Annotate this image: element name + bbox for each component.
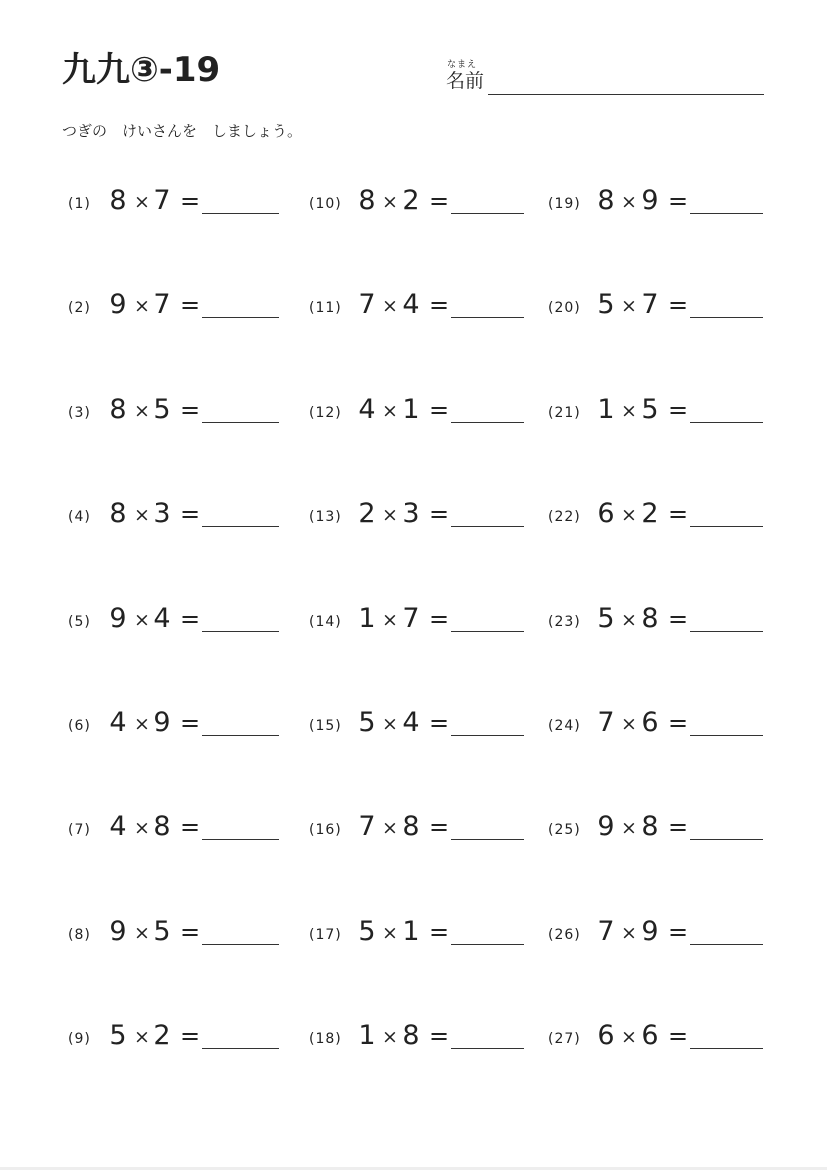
second-operand: 9 xyxy=(641,185,659,216)
second-operand: 9 xyxy=(641,916,659,947)
equals-sign: = xyxy=(180,918,201,946)
problem-number: (17) xyxy=(309,927,342,943)
answer-line[interactable] xyxy=(202,213,279,214)
multiply-sign: × xyxy=(382,609,398,631)
answer-line[interactable] xyxy=(690,317,763,318)
answer-line[interactable] xyxy=(451,735,524,736)
equals-sign: = xyxy=(180,500,201,528)
equals-sign: = xyxy=(668,918,689,946)
problem-item xyxy=(548,497,763,537)
multiply-sign: × xyxy=(621,609,637,631)
problem-item xyxy=(548,810,763,850)
second-operand: 2 xyxy=(641,498,659,529)
equals-sign: = xyxy=(429,918,450,946)
answer-line[interactable] xyxy=(451,422,524,423)
problem-number: (6) xyxy=(68,718,91,734)
second-operand: 2 xyxy=(402,185,420,216)
first-operand: 8 xyxy=(109,185,127,216)
equals-sign: = xyxy=(668,1022,689,1050)
second-operand: 7 xyxy=(153,289,171,320)
second-operand: 6 xyxy=(641,1020,659,1051)
multiply-sign: × xyxy=(134,191,150,213)
problem-number: (12) xyxy=(309,405,342,421)
equals-sign: = xyxy=(429,396,450,424)
answer-line[interactable] xyxy=(202,735,279,736)
multiply-sign: × xyxy=(134,817,150,839)
answer-line[interactable] xyxy=(451,944,524,945)
equals-sign: = xyxy=(668,500,689,528)
problem-item xyxy=(68,288,279,328)
problem-item xyxy=(309,393,524,433)
problem-number: (13) xyxy=(309,509,342,525)
multiply-sign: × xyxy=(621,295,637,317)
problem-number: (8) xyxy=(68,927,91,943)
answer-line[interactable] xyxy=(451,526,524,527)
first-operand: 4 xyxy=(109,811,127,842)
equals-sign: = xyxy=(180,709,201,737)
first-operand: 5 xyxy=(358,916,376,947)
answer-line[interactable] xyxy=(451,1048,524,1049)
first-operand: 6 xyxy=(597,498,615,529)
second-operand: 5 xyxy=(641,394,659,425)
name-ruby: なまえ xyxy=(447,60,478,70)
answer-line[interactable] xyxy=(202,944,279,945)
problem-item xyxy=(548,184,763,224)
equals-sign: = xyxy=(180,1022,201,1050)
equals-sign: = xyxy=(180,187,201,215)
problem-number: (20) xyxy=(548,300,581,316)
answer-line[interactable] xyxy=(690,422,763,423)
multiply-sign: × xyxy=(621,922,637,944)
equals-sign: = xyxy=(668,187,689,215)
problem-number: (2) xyxy=(68,300,91,316)
equals-sign: = xyxy=(180,605,201,633)
second-operand: 5 xyxy=(153,394,171,425)
problem-item xyxy=(68,393,279,433)
problem-item xyxy=(309,288,524,328)
problem-number: (14) xyxy=(309,614,342,630)
answer-line[interactable] xyxy=(451,317,524,318)
problem-number: (3) xyxy=(68,405,91,421)
multiply-sign: × xyxy=(382,1026,398,1048)
second-operand: 5 xyxy=(153,916,171,947)
answer-line[interactable] xyxy=(451,213,524,214)
multiply-sign: × xyxy=(621,817,637,839)
second-operand: 8 xyxy=(641,811,659,842)
problem-number: (27) xyxy=(548,1031,581,1047)
first-operand: 5 xyxy=(597,289,615,320)
first-operand: 7 xyxy=(358,811,376,842)
multiply-sign: × xyxy=(382,922,398,944)
equals-sign: = xyxy=(429,813,450,841)
second-operand: 7 xyxy=(153,185,171,216)
first-operand: 9 xyxy=(109,289,127,320)
first-operand: 5 xyxy=(109,1020,127,1051)
answer-line[interactable] xyxy=(690,526,763,527)
problem-number: (4) xyxy=(68,509,91,525)
multiply-sign: × xyxy=(621,713,637,735)
problem-number: (15) xyxy=(309,718,342,734)
problem-number: (7) xyxy=(68,822,91,838)
multiply-sign: × xyxy=(134,922,150,944)
second-operand: 4 xyxy=(153,603,171,634)
problem-item xyxy=(309,1019,524,1059)
answer-line[interactable] xyxy=(451,631,524,632)
problem-item xyxy=(309,706,524,746)
answer-line[interactable] xyxy=(451,839,524,840)
second-operand: 4 xyxy=(402,289,420,320)
second-operand: 2 xyxy=(153,1020,171,1051)
instruction-text: つぎの けいさんを しましょう。 xyxy=(62,122,303,140)
equals-sign: = xyxy=(180,291,201,319)
second-operand: 7 xyxy=(641,289,659,320)
multiply-sign: × xyxy=(134,609,150,631)
first-operand: 9 xyxy=(109,916,127,947)
answer-line[interactable] xyxy=(690,213,763,214)
problem-item xyxy=(309,602,524,642)
problem-item xyxy=(309,915,524,955)
answer-line[interactable] xyxy=(202,839,279,840)
problem-item xyxy=(68,184,279,224)
multiply-sign: × xyxy=(382,504,398,526)
multiply-sign: × xyxy=(134,400,150,422)
multiply-sign: × xyxy=(621,1026,637,1048)
problem-number: (18) xyxy=(309,1031,342,1047)
equals-sign: = xyxy=(429,291,450,319)
problem-item xyxy=(68,915,279,955)
problem-number: (21) xyxy=(548,405,581,421)
first-operand: 9 xyxy=(109,603,127,634)
answer-line[interactable] xyxy=(202,1048,279,1049)
equals-sign: = xyxy=(429,605,450,633)
first-operand: 1 xyxy=(358,603,376,634)
second-operand: 3 xyxy=(153,498,171,529)
problem-item xyxy=(68,602,279,642)
problem-number: (16) xyxy=(309,822,342,838)
first-operand: 1 xyxy=(358,1020,376,1051)
first-operand: 2 xyxy=(358,498,376,529)
multiply-sign: × xyxy=(382,713,398,735)
problem-item xyxy=(548,393,763,433)
problem-number: (19) xyxy=(548,196,581,212)
problem-item xyxy=(309,184,524,224)
problem-number: (25) xyxy=(548,822,581,838)
first-operand: 7 xyxy=(358,289,376,320)
multiply-sign: × xyxy=(134,713,150,735)
first-operand: 4 xyxy=(109,707,127,738)
problem-item xyxy=(68,1019,279,1059)
name-field-area xyxy=(446,60,766,100)
answer-line[interactable] xyxy=(690,631,763,632)
second-operand: 7 xyxy=(402,603,420,634)
multiply-sign: × xyxy=(382,191,398,213)
second-operand: 9 xyxy=(153,707,171,738)
problem-item xyxy=(548,1019,763,1059)
answer-line[interactable] xyxy=(202,631,279,632)
second-operand: 6 xyxy=(641,707,659,738)
equals-sign: = xyxy=(668,291,689,319)
equals-sign: = xyxy=(668,396,689,424)
equals-sign: = xyxy=(429,709,450,737)
first-operand: 8 xyxy=(597,185,615,216)
first-operand: 6 xyxy=(597,1020,615,1051)
name-label: 名前 xyxy=(446,70,485,92)
second-operand: 1 xyxy=(402,394,420,425)
first-operand: 1 xyxy=(597,394,615,425)
problem-number: (11) xyxy=(309,300,342,316)
answer-line[interactable] xyxy=(690,839,763,840)
multiply-sign: × xyxy=(621,400,637,422)
multiply-sign: × xyxy=(382,295,398,317)
first-operand: 8 xyxy=(109,394,127,425)
multiply-sign: × xyxy=(134,504,150,526)
problem-number: (1) xyxy=(68,196,91,212)
problem-number: (9) xyxy=(68,1031,91,1047)
problem-item xyxy=(309,497,524,537)
name-input-line[interactable] xyxy=(488,94,764,95)
problem-number: (26) xyxy=(548,927,581,943)
problem-item xyxy=(68,497,279,537)
answer-line[interactable] xyxy=(690,1048,763,1049)
first-operand: 7 xyxy=(597,916,615,947)
answer-line[interactable] xyxy=(202,422,279,423)
second-operand: 3 xyxy=(402,498,420,529)
answer-line[interactable] xyxy=(690,735,763,736)
multiply-sign: × xyxy=(134,1026,150,1048)
first-operand: 7 xyxy=(597,707,615,738)
answer-line[interactable] xyxy=(202,526,279,527)
equals-sign: = xyxy=(429,187,450,215)
first-operand: 5 xyxy=(597,603,615,634)
problem-number: (10) xyxy=(309,196,342,212)
second-operand: 8 xyxy=(641,603,659,634)
first-operand: 8 xyxy=(358,185,376,216)
problem-number: (24) xyxy=(548,718,581,734)
problem-item xyxy=(548,915,763,955)
first-operand: 8 xyxy=(109,498,127,529)
first-operand: 5 xyxy=(358,707,376,738)
equals-sign: = xyxy=(668,605,689,633)
problem-number: (5) xyxy=(68,614,91,630)
problem-item xyxy=(548,706,763,746)
multiply-sign: × xyxy=(621,191,637,213)
second-operand: 4 xyxy=(402,707,420,738)
second-operand: 8 xyxy=(402,811,420,842)
equals-sign: = xyxy=(180,396,201,424)
answer-line[interactable] xyxy=(690,944,763,945)
problem-item xyxy=(548,288,763,328)
equals-sign: = xyxy=(429,500,450,528)
equals-sign: = xyxy=(668,709,689,737)
problem-item xyxy=(309,810,524,850)
first-operand: 4 xyxy=(358,394,376,425)
problem-number: (22) xyxy=(548,509,581,525)
problem-item xyxy=(68,706,279,746)
answer-line[interactable] xyxy=(202,317,279,318)
multiply-sign: × xyxy=(382,817,398,839)
equals-sign: = xyxy=(429,1022,450,1050)
multiply-sign: × xyxy=(134,295,150,317)
problem-number: (23) xyxy=(548,614,581,630)
multiply-sign: × xyxy=(382,400,398,422)
equals-sign: = xyxy=(668,813,689,841)
problem-item xyxy=(68,810,279,850)
first-operand: 9 xyxy=(597,811,615,842)
equals-sign: = xyxy=(180,813,201,841)
second-operand: 1 xyxy=(402,916,420,947)
second-operand: 8 xyxy=(402,1020,420,1051)
second-operand: 8 xyxy=(153,811,171,842)
problem-item xyxy=(548,602,763,642)
multiply-sign: × xyxy=(621,504,637,526)
page-title: 九九③-19 xyxy=(62,50,221,90)
